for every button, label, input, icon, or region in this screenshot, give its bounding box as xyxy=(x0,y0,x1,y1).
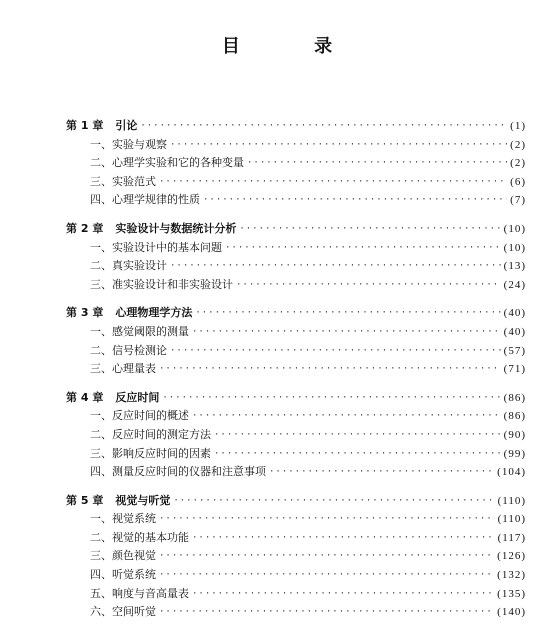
section-title: 四、听觉系统 xyxy=(90,568,156,582)
section-title: 六、空间听觉 xyxy=(90,605,156,619)
section-page-number: (99) xyxy=(503,447,526,460)
section-page-number: (6) xyxy=(510,175,526,188)
section-title: 三、颜色视觉 xyxy=(90,549,156,563)
dot-leader xyxy=(214,445,501,464)
chapter-title: 心理物理学方法 xyxy=(115,306,193,320)
section-entry[interactable] xyxy=(66,585,526,604)
dot-leader xyxy=(214,426,501,445)
section-title: 一、实验与观察 xyxy=(90,137,167,151)
section-title: 二、反应时间的测定方法 xyxy=(90,427,211,441)
chapter-entry[interactable] xyxy=(66,117,526,136)
table-of-contents xyxy=(66,117,526,632)
chapter-page-number: (86) xyxy=(503,391,526,404)
chapter-block xyxy=(66,304,526,378)
dot-leader xyxy=(170,342,501,361)
section-entry[interactable] xyxy=(66,445,526,464)
dot-leader xyxy=(269,463,494,482)
chapter-block xyxy=(66,117,526,210)
section-page-number: (117) xyxy=(497,531,526,544)
section-page-number: (86) xyxy=(503,410,526,423)
chapter-number: 第 1 章 xyxy=(66,119,104,132)
chapter-page-number: (10) xyxy=(503,222,526,235)
dot-leader xyxy=(195,304,500,323)
dot-leader xyxy=(140,117,507,136)
dot-leader xyxy=(247,154,507,173)
chapter-entry[interactable] xyxy=(66,220,526,239)
section-entry[interactable] xyxy=(66,463,526,482)
section-title: 三、影响反应时间的因素 xyxy=(90,446,211,460)
section-entry[interactable] xyxy=(66,136,526,155)
section-title: 一、反应时间的概述 xyxy=(90,409,189,423)
chapter-entry[interactable] xyxy=(66,492,526,511)
section-page-number: (2) xyxy=(510,138,526,151)
section-title: 一、实验设计中的基本问题 xyxy=(90,240,222,254)
section-page-number: (7) xyxy=(510,194,526,207)
section-page-number: (104) xyxy=(497,466,526,479)
chapter-entry[interactable] xyxy=(66,389,526,408)
chapter-page-number: (110) xyxy=(497,494,526,507)
chapter-number: 第 5 章 xyxy=(66,493,104,507)
section-title: 二、心理学实验和它的各种变量 xyxy=(90,156,244,170)
section-title: 四、测量反应时间的仪器和注意事项 xyxy=(90,465,266,479)
section-page-number: (90) xyxy=(503,428,526,441)
dot-leader xyxy=(159,603,494,622)
chapter-title: 引论 xyxy=(115,119,138,132)
dot-leader xyxy=(170,136,507,155)
section-entry[interactable] xyxy=(66,426,526,445)
section-page-number: (140) xyxy=(497,606,526,619)
section-entry[interactable] xyxy=(66,510,526,529)
dot-leader xyxy=(203,191,507,210)
section-entry[interactable] xyxy=(66,239,526,258)
dot-leader xyxy=(159,566,494,585)
section-page-number: (24) xyxy=(503,278,526,291)
chapter-number: 第 2 章 xyxy=(66,221,104,235)
dot-leader xyxy=(173,492,494,511)
section-entry[interactable] xyxy=(66,257,526,276)
chapter-title: 视觉与听觉 xyxy=(115,493,171,507)
chapter-title: 反应时间 xyxy=(115,390,160,404)
section-page-number: (13) xyxy=(503,260,526,273)
dot-leader xyxy=(159,360,501,379)
section-title: 三、心理量表 xyxy=(90,362,156,376)
section-page-number: (10) xyxy=(503,241,526,254)
section-title: 二、视觉的基本功能 xyxy=(90,530,189,544)
section-page-number: (126) xyxy=(497,550,526,563)
dot-leader xyxy=(192,323,501,342)
chapter-number: 第 3 章 xyxy=(66,306,104,320)
section-title: 二、真实验设计 xyxy=(90,259,167,273)
section-title: 三、准实验设计和非实验设计 xyxy=(90,277,233,291)
dot-leader xyxy=(170,257,501,276)
section-entry[interactable] xyxy=(66,276,526,295)
section-title: 五、响度与音高量表 xyxy=(90,586,189,600)
chapter-block xyxy=(66,389,526,482)
section-entry[interactable] xyxy=(66,342,526,361)
section-page-number: (110) xyxy=(497,513,526,526)
section-page-number: (2) xyxy=(510,157,526,170)
dot-leader xyxy=(192,585,494,604)
chapter-entry[interactable] xyxy=(66,304,526,323)
section-entry[interactable] xyxy=(66,191,526,210)
dot-leader xyxy=(192,407,501,426)
section-page-number: (40) xyxy=(503,325,526,338)
dot-leader xyxy=(159,510,495,529)
dot-leader xyxy=(225,239,501,258)
chapter-number: 第 4 章 xyxy=(66,390,104,404)
section-entry[interactable] xyxy=(66,566,526,585)
dot-leader xyxy=(236,276,501,295)
dot-leader xyxy=(159,173,507,192)
section-page-number: (57) xyxy=(503,344,526,357)
section-title: 一、视觉系统 xyxy=(90,512,156,526)
section-entry[interactable] xyxy=(66,154,526,173)
section-page-number: (71) xyxy=(503,363,526,376)
section-entry[interactable] xyxy=(66,547,526,566)
section-title: 三、实验范式 xyxy=(90,174,156,188)
dot-leader xyxy=(162,389,500,408)
section-entry[interactable] xyxy=(66,360,526,379)
section-title: 四、心理学规律的性质 xyxy=(90,193,200,207)
chapter-page-number: (1) xyxy=(510,120,526,132)
dot-leader xyxy=(159,547,494,566)
section-title: 一、感觉阈限的测量 xyxy=(90,324,189,338)
chapter-block xyxy=(66,220,526,294)
section-page-number: (132) xyxy=(497,569,526,582)
section-entry[interactable] xyxy=(66,529,526,548)
dot-leader xyxy=(239,220,500,239)
chapter-block xyxy=(66,492,526,622)
section-entry[interactable] xyxy=(66,173,526,192)
section-page-number: (135) xyxy=(497,587,526,600)
chapter-title: 实验设计与数据统计分析 xyxy=(115,221,237,235)
chapter-page-number: (40) xyxy=(503,307,526,320)
section-entry[interactable] xyxy=(66,323,526,342)
page-title: 目 录 xyxy=(221,36,367,57)
dot-leader xyxy=(192,529,495,548)
section-entry[interactable] xyxy=(66,603,526,622)
section-title: 二、信号检测论 xyxy=(90,343,167,357)
section-entry[interactable] xyxy=(66,407,526,426)
